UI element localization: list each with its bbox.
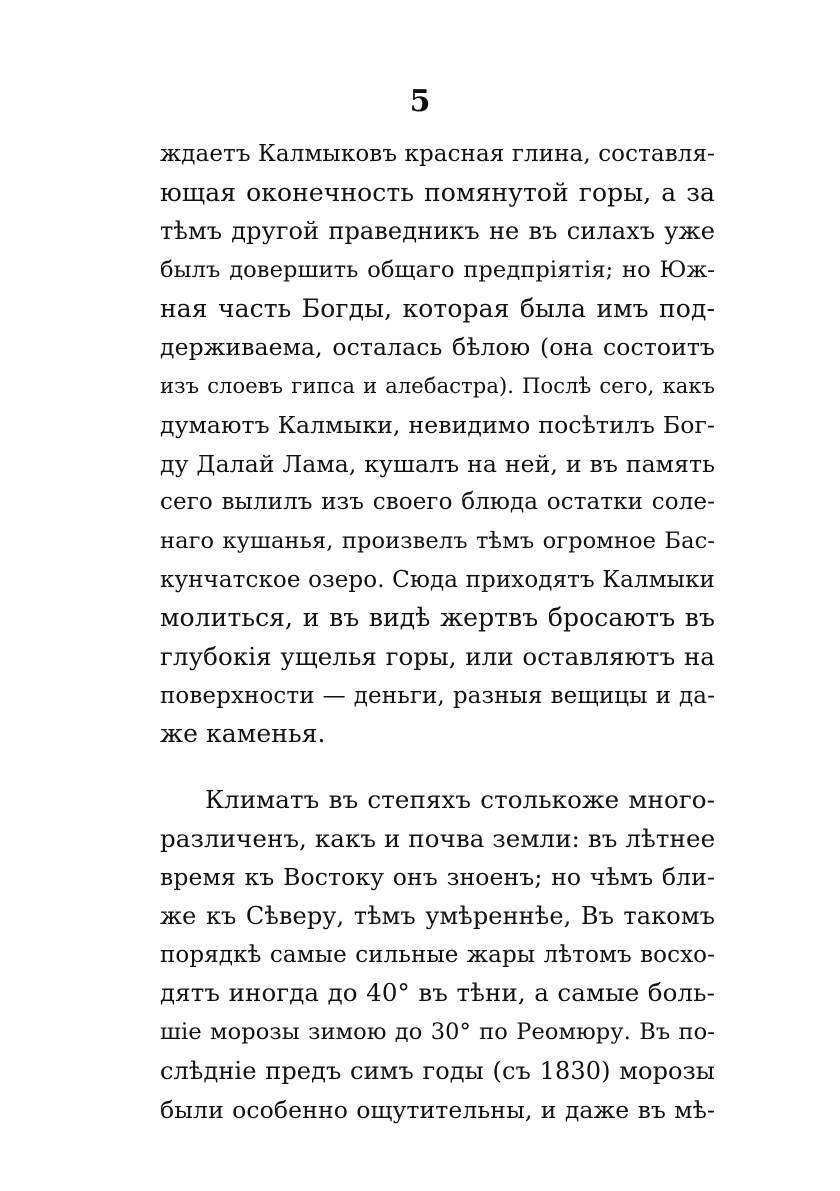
text-line: ждаетъ Калмыковъ красная глина, составля- [160,141,715,167]
text-line: глубокія ущелья горы, или оставляютъ на [160,641,715,671]
text-line: ная часть Богды, которая была имъ под- [160,293,715,323]
text-line: время къ Востоку онъ зноенъ; но чѣмъ бли- [160,863,715,892]
paragraph-gap [160,754,715,781]
text-line: былъ довершить общаго предпріятія; но Юж- [160,257,715,284]
text-line: дятъ иногда до 40° въ тѣни, а самые боль- [160,978,715,1008]
page-number: 5 [409,84,431,119]
text-line: молиться, и въ видѣ жертвъ бросаютъ въ [160,603,715,633]
text-line: шіе морозы зимою до 30° по Реомюру. Въ по- [160,1019,715,1046]
text-line: держиваема, осталась бѣлою (она состоитъ [160,333,715,362]
text-line: же каменья. [160,719,326,749]
text-line: Климатъ въ степяхъ столькоже много- [205,785,715,814]
text-line: порядкѣ самые сильные жары лѣтомъ восхо- [160,941,715,968]
paragraph-1 [160,135,715,754]
paragraph-2 [160,781,715,1129]
body-text [160,135,715,1129]
text-line: ющая оконечность помянутой горы, а за [160,177,715,207]
text-line: думаютъ Калмыки, невидимо посѣтилъ Бог- [160,410,715,439]
text-line: различенъ, какъ и почва земли: въ лѣтнее [160,823,716,853]
text-line: ду Далай Лама, кушалъ на ней, и въ память [160,449,715,478]
text-line: были особенно ощутительны, и даже въ мѣ- [160,1095,715,1124]
text-line: изъ слоевъ гипса и алебастра). Послѣ сего, какъ [160,374,715,399]
text-line: слѣдніе предъ симъ годы (съ 1830) морозы [160,1056,715,1085]
text-line: поверхности — деньги, разныя вещицы и да- [160,682,715,709]
text-line: сего вылилъ изъ своего блюда остатки соле- [160,489,715,516]
text-line: тѣмъ другой праведникъ не въ силахъ уже [160,217,715,246]
text-line: кунчатское озеро. Сюда приходятъ Калмыки [160,566,715,593]
text-line: наго кушанья, произвелъ тѣмъ огромное Бас- [160,527,715,554]
text-line: же къ Сѣверу, тѣмъ умѣреннѣе, Въ такомъ [160,902,715,931]
